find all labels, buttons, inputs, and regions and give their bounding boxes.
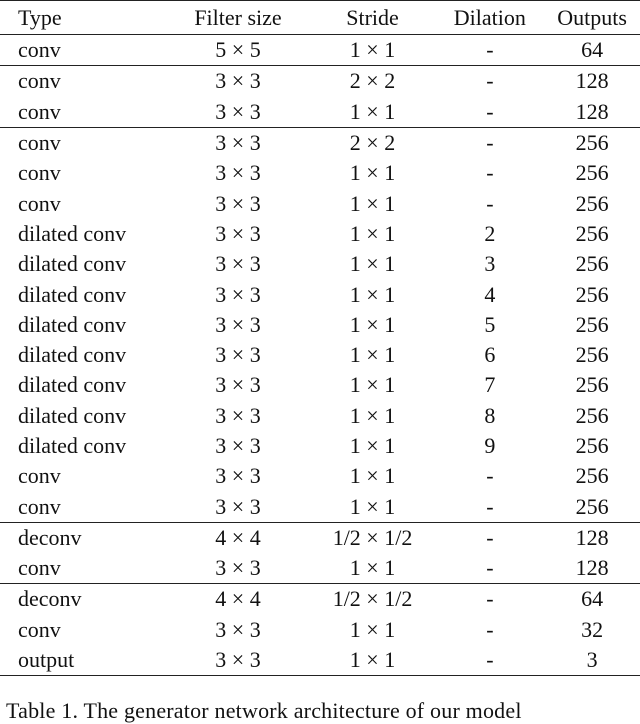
cell-dilation: 7 <box>484 372 496 398</box>
cell-dilation: 5 <box>484 311 496 337</box>
cell-stride: 1 × 1 <box>349 220 396 246</box>
cell-dilation: - <box>435 127 544 158</box>
header-type: Type <box>0 1 166 35</box>
cell-dilation: - <box>486 463 494 489</box>
cell-stride: 1/2 × 1/2 <box>310 522 436 553</box>
table-caption: Table 1. The generator network architecture of our model <box>6 698 522 723</box>
cell-type: dilated conv <box>18 433 127 458</box>
cell-dilation: - <box>435 584 544 615</box>
cell-outputs: 128 <box>544 66 640 97</box>
cell-dilation: 4 <box>484 281 496 307</box>
cell-outputs: 128 <box>544 522 640 553</box>
table-row <box>0 553 640 584</box>
cell-dilation: 3 <box>484 251 496 277</box>
cell-filter-size: 3 × 3 <box>215 616 261 642</box>
cell-type: conv <box>0 66 166 97</box>
cell-filter-size: 3 × 3 <box>215 281 261 307</box>
cell-type: conv <box>0 127 166 158</box>
cell-filter-size: 3 × 3 <box>215 251 261 277</box>
cell-outputs: 256 <box>575 433 609 458</box>
cell-type: output <box>0 645 166 676</box>
table-row <box>0 401 640 431</box>
cell-stride: 1 × 1 <box>349 311 396 337</box>
cell-type: dilated conv <box>18 311 127 337</box>
cell-stride: 1 × 1 <box>349 616 396 642</box>
cell-outputs: 256 <box>575 372 609 398</box>
cell-stride: 1 × 1 <box>349 251 396 277</box>
cell-outputs: 64 <box>544 584 640 615</box>
table-row <box>0 35 640 66</box>
cell-filter-size: 3 × 3 <box>215 190 261 216</box>
cell-filter-size: 3 × 3 <box>215 160 261 186</box>
cell-filter-size: 3 × 3 <box>215 98 261 124</box>
header-filter-size: Filter size <box>166 1 309 35</box>
cell-filter-size: 3 × 3 <box>166 127 309 158</box>
cell-outputs: 256 <box>575 190 609 216</box>
cell-type: dilated conv <box>18 342 127 368</box>
header-outputs: Outputs <box>544 1 640 35</box>
cell-type: dilated conv <box>18 251 127 277</box>
cell-dilation: - <box>486 98 494 124</box>
table-row <box>0 584 640 615</box>
cell-type: conv <box>0 35 166 66</box>
cell-outputs: 128 <box>575 555 609 581</box>
table-row <box>0 249 640 279</box>
cell-stride: 2 × 2 <box>310 66 436 97</box>
table-row <box>0 461 640 491</box>
cell-stride: 1 × 1 <box>349 493 396 519</box>
cell-dilation: - <box>486 160 494 186</box>
cell-type: conv <box>18 555 61 581</box>
cell-dilation: 6 <box>484 342 496 368</box>
cell-type: dilated conv <box>18 281 127 307</box>
cell-stride: 1 × 1 <box>349 402 396 428</box>
cell-type: conv <box>18 493 61 519</box>
cell-outputs: 32 <box>581 616 604 642</box>
cell-filter-size: 5 × 5 <box>166 35 309 66</box>
cell-stride: 1 × 1 <box>349 555 396 581</box>
table-row <box>0 645 640 676</box>
cell-stride: 1 × 1 <box>310 35 436 66</box>
cell-stride: 1 × 1 <box>349 463 396 489</box>
table-row <box>0 97 640 128</box>
header-stride: Stride <box>310 1 436 35</box>
cell-stride: 1/2 × 1/2 <box>310 584 436 615</box>
cell-type: deconv <box>0 584 166 615</box>
cell-filter-size: 3 × 3 <box>166 645 309 676</box>
table-row <box>0 522 640 553</box>
cell-stride: 1 × 1 <box>349 160 396 186</box>
cell-dilation: - <box>486 493 494 519</box>
table-row <box>0 66 640 97</box>
cell-outputs: 256 <box>575 281 609 307</box>
cell-stride: 1 × 1 <box>310 645 436 676</box>
table-row <box>0 158 640 188</box>
table-row <box>0 370 640 400</box>
table-body <box>0 35 640 676</box>
cell-outputs: 256 <box>575 342 609 368</box>
cell-dilation: - <box>435 522 544 553</box>
cell-filter-size: 3 × 3 <box>215 555 261 581</box>
table-row <box>0 219 640 249</box>
cell-stride: 1 × 1 <box>349 190 396 216</box>
cell-filter-size: 3 × 3 <box>215 433 261 458</box>
table-row <box>0 431 640 461</box>
cell-filter-size: 4 × 4 <box>166 584 309 615</box>
cell-outputs: 256 <box>575 463 609 489</box>
cell-stride: 1 × 1 <box>349 372 396 398</box>
cell-filter-size: 3 × 3 <box>215 402 261 428</box>
table-row <box>0 310 640 340</box>
cell-filter-size: 3 × 3 <box>215 372 261 398</box>
cell-dilation: - <box>486 555 494 581</box>
cell-outputs: 256 <box>575 220 609 246</box>
cell-type: conv <box>18 98 61 124</box>
cell-dilation: - <box>486 190 494 216</box>
cell-type: dilated conv <box>18 372 127 398</box>
cell-filter-size: 4 × 4 <box>166 522 309 553</box>
cell-type: dilated conv <box>18 220 127 246</box>
cell-dilation: - <box>435 645 544 676</box>
cell-filter-size: 3 × 3 <box>215 311 261 337</box>
table-header-row <box>0 1 640 35</box>
cell-outputs: 256 <box>575 311 609 337</box>
cell-dilation: - <box>435 35 544 66</box>
cell-dilation: 8 <box>484 402 496 428</box>
cell-filter-size: 3 × 3 <box>215 463 261 489</box>
cell-filter-size: 3 × 3 <box>215 493 261 519</box>
cell-type: conv <box>18 616 61 642</box>
cell-dilation: 9 <box>484 433 496 458</box>
table-row <box>0 188 640 218</box>
cell-stride: 1 × 1 <box>349 342 396 368</box>
cell-outputs: 256 <box>544 127 640 158</box>
cell-type: conv <box>18 463 61 489</box>
cell-filter-size: 3 × 3 <box>215 220 261 246</box>
cell-stride: 1 × 1 <box>349 433 396 458</box>
table-row <box>0 491 640 522</box>
cell-dilation: - <box>435 66 544 97</box>
cell-stride: 2 × 2 <box>310 127 436 158</box>
cell-filter-size: 3 × 3 <box>215 342 261 368</box>
table-row <box>0 340 640 370</box>
cell-dilation: - <box>486 616 494 642</box>
cell-outputs: 256 <box>575 402 609 428</box>
table-row <box>0 615 640 645</box>
cell-outputs: 256 <box>575 493 609 519</box>
cell-type: conv <box>18 160 61 186</box>
cell-outputs: 256 <box>575 160 609 186</box>
cell-outputs: 256 <box>575 251 609 277</box>
table-row <box>0 279 640 309</box>
cell-stride: 1 × 1 <box>349 281 396 307</box>
cell-stride: 1 × 1 <box>349 98 396 124</box>
cell-type: deconv <box>0 522 166 553</box>
cell-outputs: 64 <box>544 35 640 66</box>
cell-dilation: 2 <box>484 220 496 246</box>
cell-filter-size: 3 × 3 <box>166 66 309 97</box>
cell-outputs: 128 <box>575 98 609 124</box>
table-row <box>0 127 640 158</box>
cell-type: dilated conv <box>18 402 127 428</box>
header-dilation: Dilation <box>435 1 544 35</box>
cell-type: conv <box>18 190 61 216</box>
cell-outputs: 3 <box>544 645 640 676</box>
